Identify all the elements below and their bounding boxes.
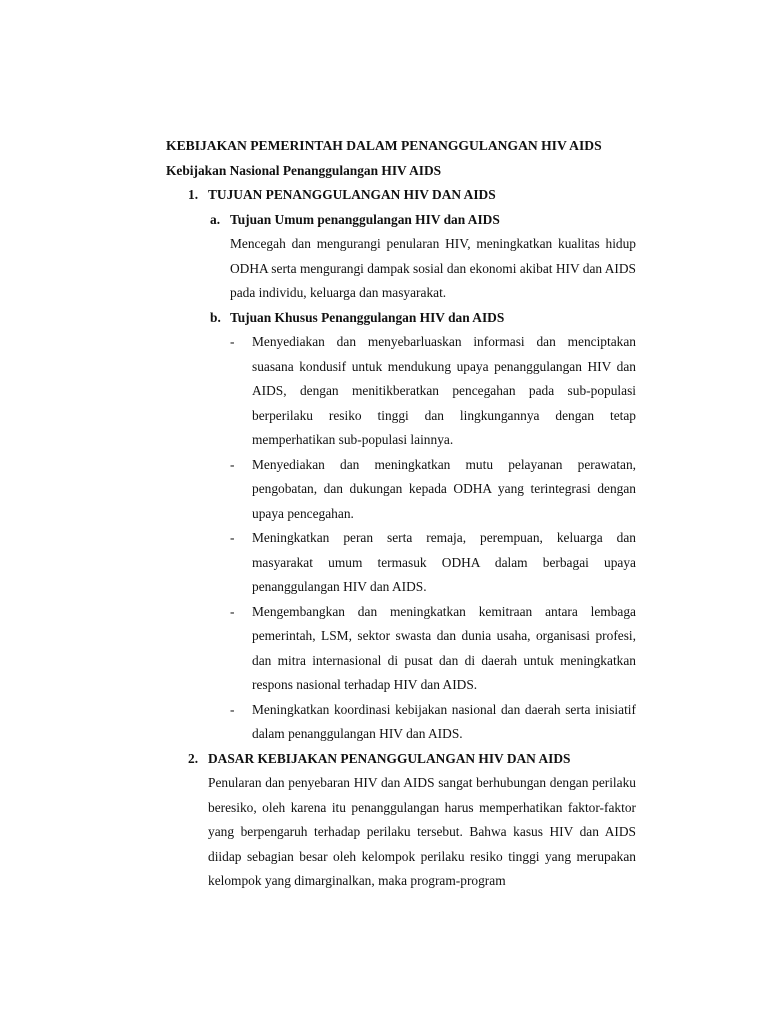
bullet-item: [166, 453, 636, 527]
document-content: [166, 134, 636, 894]
subsection-a-heading: [166, 208, 636, 233]
bullet-dash: -: [230, 603, 235, 619]
section-1-heading-text: TUJUAN PENANGGULANGAN HIV DAN AIDS: [208, 187, 496, 202]
bullet-text: Meningkatkan koordinasi kebijakan nasional dan daerah serta inisiatif dalam penanggulangan HIV dan AIDS.: [252, 701, 636, 741]
section-1-marker: 1.: [188, 187, 199, 202]
subsection-b-marker: b.: [210, 309, 221, 325]
bullet-dash: -: [230, 530, 235, 545]
bullet-item: [166, 330, 636, 453]
bullet-dash: -: [230, 456, 235, 472]
bullet-item: [166, 698, 636, 747]
bullet-item: [166, 526, 636, 600]
subsection-a-marker: a.: [210, 211, 221, 227]
section-2-heading-text: DASAR KEBIJAKAN PENANGGULANGAN HIV DAN AIDS: [208, 750, 571, 766]
subsection-a-paragraph: Mencegah dan mengurangi penularan HIV, meningkatkan kualitas hidup ODHA serta mengurangi dampak sosial dan ekonomi akibat HIV dan AIDS pada individu, keluarga dan masyarakat.: [230, 236, 636, 300]
section-2-paragraph: Penularan dan penyebaran HIV dan AIDS sangat berhubungan dengan perilaku beresiko, oleh karena itu penanggulangan harus memperhatikan faktor-faktor yang berpengaruh terhadap perilaku tersebut. Bahwa kasus HIV dan AIDS diidap sebagian besar oleh kelompok perilaku resiko tinggi yang merupakan kelompok yang dimarginalkan, maka program-program: [208, 775, 636, 888]
section-1-heading: [166, 183, 636, 208]
subsection-b-heading: [166, 306, 636, 331]
section-2-marker: 2.: [188, 750, 199, 766]
section-2-heading: [166, 747, 636, 772]
subsection-b-heading-text: Tujuan Khusus Penanggulangan HIV dan AIDS: [230, 309, 505, 325]
bullet-text: Meningkatkan peran serta remaja, perempuan, keluarga dan masyarakat umum termasuk ODHA dalam berbagai upaya penanggulangan HIV dan AIDS.: [252, 530, 636, 594]
bullet-item: [166, 600, 636, 698]
document-subtitle: Kebijakan Nasional Penanggulangan HIV AIDS: [166, 162, 442, 178]
bullet-dash: -: [230, 701, 235, 717]
subsection-a-heading-text: Tujuan Umum penanggulangan HIV dan AIDS: [230, 211, 500, 227]
document-title: KEBIJAKAN PEMERINTAH DALAM PENANGGULANGAN HIV AIDS: [166, 138, 602, 153]
bullet-dash: -: [230, 334, 235, 349]
bullet-text: Menyediakan dan meningkatkan mutu pelayanan perawatan, pengobatan, dan dukungan kepada ODHA yang terintegrasi dengan upaya pencegahan.: [252, 456, 636, 521]
bullet-text: Menyediakan dan menyebarluaskan informasi dan menciptakan suasana kondusif untuk mendukung upaya penanggulangan HIV dan AIDS, dengan menitikberatkan pencegahan pada sub-populasi berperilaku resiko tinggi dan lingkungannya dengan tetap memperhatikan sub-populasi lainnya.: [252, 334, 636, 447]
bullet-text: Mengembangkan dan meningkatkan kemitraan antara lembaga pemerintah, LSM, sektor swasta dan dunia usaha, organisasi profesi, dan mitra internasional di pusat dan di daerah untuk meningkatkan respons nasional terhadap HIV dan AIDS.: [252, 603, 636, 692]
